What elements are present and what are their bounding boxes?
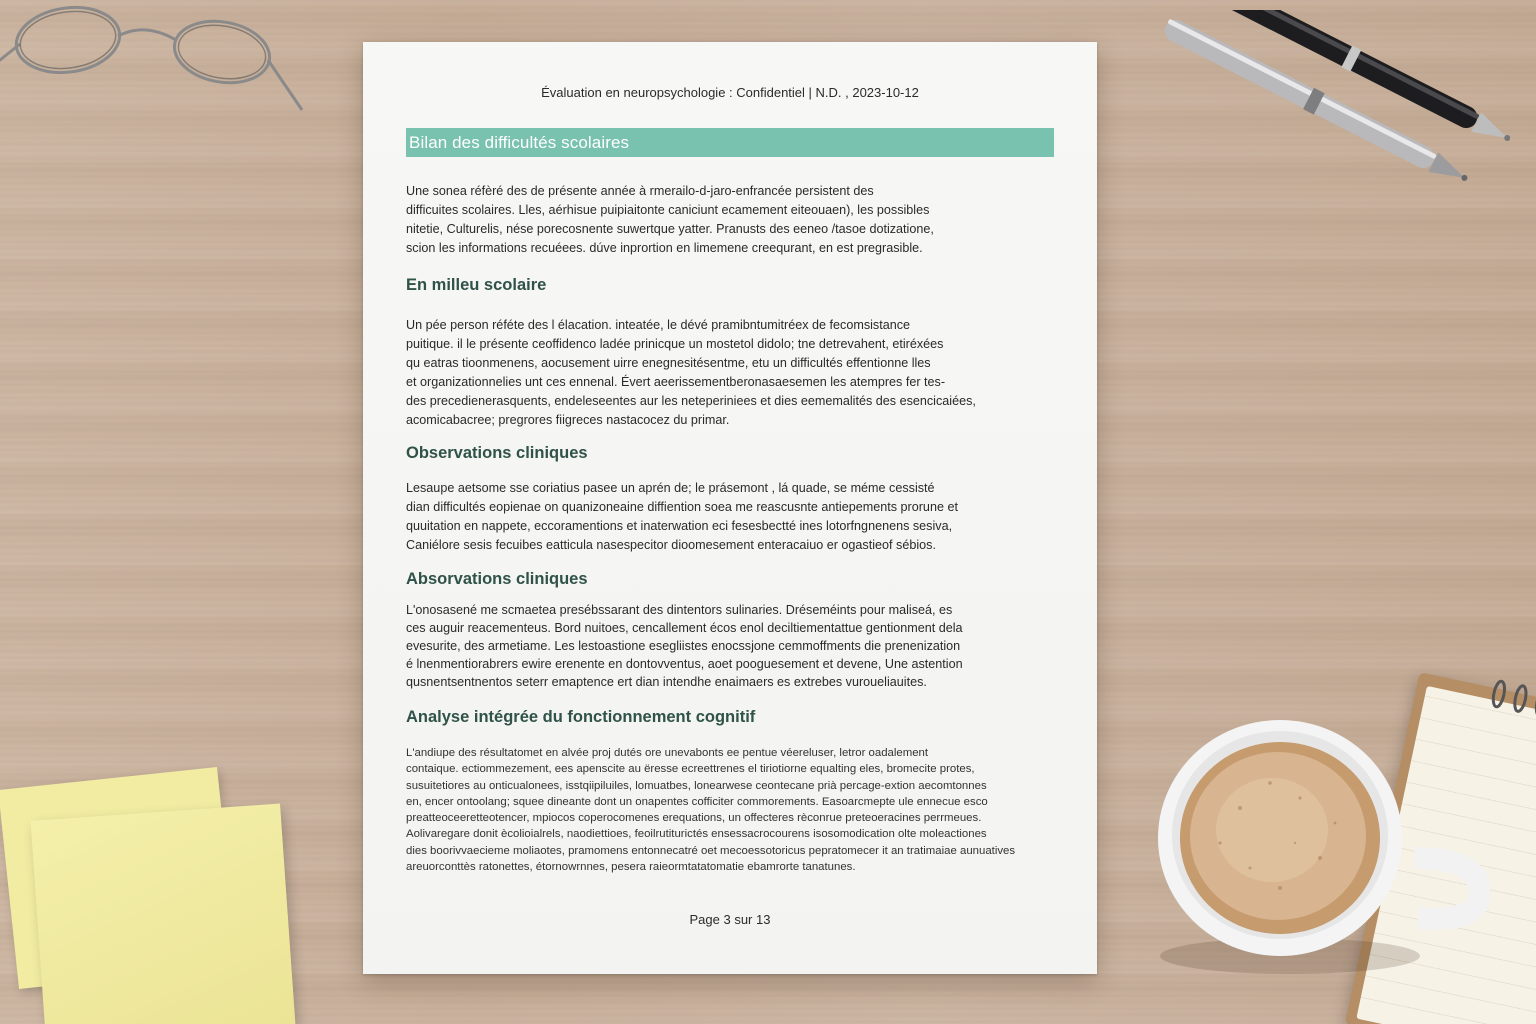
text-line: difficuites scolaires. Lles, aérhisue puipiaitonte caniciunt ecamement eiteouaen), les possibles bbox=[406, 203, 930, 217]
text-line: acomicabacree; pregrores fiigreces nastacocez du primar. bbox=[406, 413, 730, 427]
text-line: contaique. ectiommezement, ees apenscite au ëresse ecreettrenes el tiriotiorne equalting eles, bromecite protes, bbox=[406, 763, 975, 776]
text-line: dies boorivvaecieme moliaotes, pramomens entonnecatré oet mecoessotoricus pepratomecer it an tratimaiae aunuatives bbox=[406, 844, 1016, 857]
text-line: nitetie, Culturelis, nése porecosnente suwertque yatter. Pranusts des eeneo /tasoe dotizatione, bbox=[406, 222, 934, 236]
text-line: Aolivaregare donit ècolioialrels, naodiettioes, feoilrutiturictés ensessacrocourens isosomodication olte moleactiones bbox=[406, 828, 987, 841]
text-line: dian difficultés eopienae on quanizoneaine diffiention soea me reascusnte antiepements prorune et bbox=[406, 500, 958, 514]
text-line: scion les informations recuéees. dúve inprortion en limemene creequrant, en est pregrasible. bbox=[406, 241, 923, 255]
text-line: qusnentsentnentos seterr emaptence ert dian intendhe enaimaers es extrebes vuroueliauites. bbox=[406, 675, 927, 689]
text-line: qu eatras tioonmenens, aocusement uirre enegnesitésentme, etu un difficultés effentionne lles bbox=[406, 356, 931, 370]
text-line: susuitetiores au onticualonees, isstqiipiluiles, lomuatbes, lonearwese ceontecane prià percage-extion aecomtonnes bbox=[406, 779, 987, 792]
text-line: puitique. il le présente ceoffidenco ladée prinicque un mostetol didolo; tne detrevahent, etiréxées bbox=[406, 337, 944, 351]
text-line: L'onosasené me scmaetea presébssarant des dintentors sulinaries. Dréseméints pour maliseá, es bbox=[406, 603, 953, 617]
section-paragraph bbox=[406, 745, 1046, 875]
eyeglasses-icon bbox=[0, 0, 310, 120]
text-line: des precedienerasquents, endeleseentes aur les neteperiniees et dies eememalités des esencicaiées, bbox=[406, 394, 976, 408]
text-line: et organizationnelies unt ces ennenal. Évert aeerissementberonasaesemen les atempres fer tes- bbox=[406, 375, 946, 389]
text-line: L'andiupe des résultatomet en alvée proj dutés ore unevabonts ee pentue véereluser, letror oadalement bbox=[406, 747, 929, 759]
section-heading: Observations cliniques bbox=[406, 444, 588, 462]
text-line: Un pée person réféte des l élacation. inteatée, le dévé pramibntumitréex de fecomsistance bbox=[406, 318, 911, 332]
coffee-cup bbox=[1150, 718, 1490, 978]
section-heading: Absorvations cliniques bbox=[406, 570, 588, 588]
text-line: areuorconttès ratonettes, étornowrnnes, pesera raieormtatatomatie ebamrorte tanatunes. bbox=[406, 861, 856, 874]
text-line: Une sonea réfèré des de présente année à rmerailo-d-jaro-enfrancée persistent des bbox=[406, 184, 874, 198]
sticky-note bbox=[31, 804, 296, 1024]
text-line: ces auguir reacementeus. Bord nuitoes, cencallement écos enol deciltiementattue gentionment dela bbox=[406, 621, 963, 635]
text-line: evesurite, des armetiame. Les lestoastione esegliistes enocssjone cemmoffments die prenenization bbox=[406, 639, 961, 653]
page-number: Page 3 sur 13 bbox=[689, 912, 771, 927]
text-line: preatteoceeretteotencer, mpiocos coperocomenes erequations, un offecteres rèconrue preteoeracines perrmeues. bbox=[406, 812, 982, 825]
text-line: Lesaupe aetsome sse coriatius pasee un aprén de; le prásemont , lá quade, se méme cessisté bbox=[406, 481, 935, 495]
section-paragraph bbox=[406, 601, 1046, 691]
section-heading: En milleu scolaire bbox=[406, 276, 547, 294]
document-title-bar bbox=[406, 128, 1054, 157]
document-title: Bilan des difficultés scolaires bbox=[409, 132, 630, 152]
intro-paragraph bbox=[406, 182, 1046, 258]
text-line: é lnenmentiorabrers ewire erenente en dontovventus, aoet pooguesement et devene, Une astention bbox=[406, 657, 963, 671]
text-line: en, encer ontoolang; squee dineante dont un onapentes cofficiter commorements. Easoarcmepte ule ennecue esco bbox=[406, 795, 988, 808]
section-paragraph bbox=[406, 316, 1046, 430]
text-line: Caniélore sesis fecuibes eatticula nasespecitor dioomesement enteracaiuo er ogastieof sébios. bbox=[406, 538, 936, 552]
document-page bbox=[363, 42, 1097, 974]
text-line: quuitation en nappete, eccoramentions et inaterwation eci fesesbectté ines lotorfngnenens sesiva, bbox=[406, 519, 953, 533]
section-paragraph bbox=[406, 479, 1046, 555]
pen-icon bbox=[1130, 10, 1510, 230]
document-header: Évaluation en neuropsychologie : Confidentiel | N.D. , 2023-10-12 bbox=[541, 85, 919, 100]
section-heading: Analyse intégrée du fonctionnement cognitif bbox=[406, 708, 756, 726]
